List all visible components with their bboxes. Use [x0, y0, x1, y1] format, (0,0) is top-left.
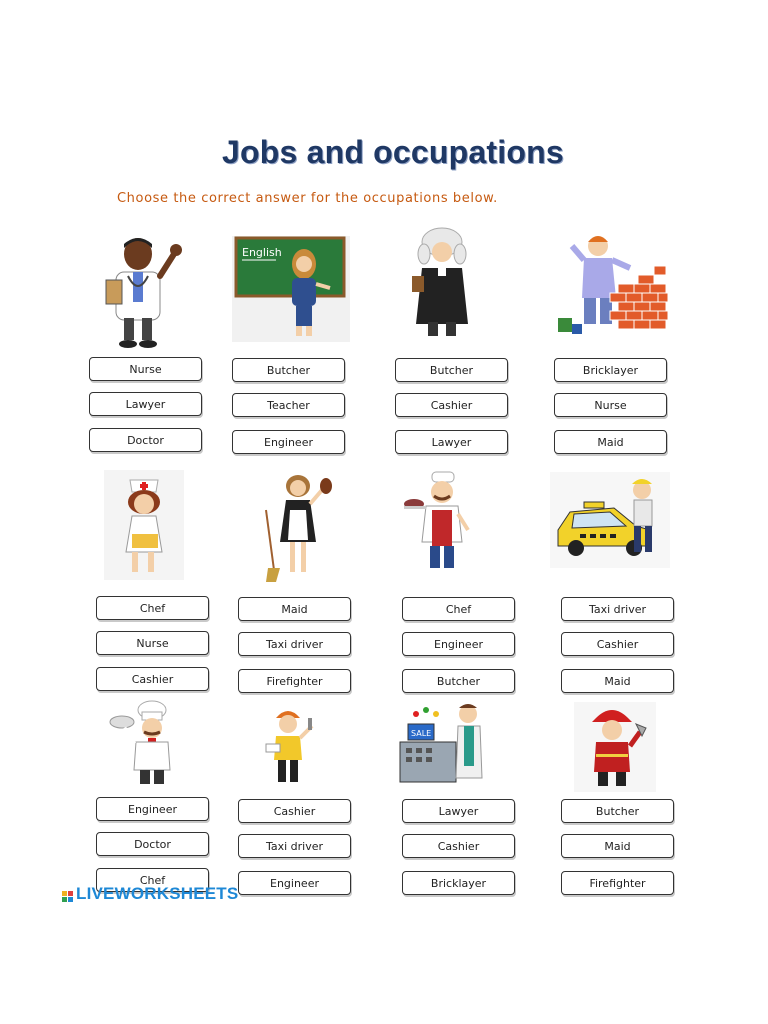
- option-cashier-2[interactable]: Cashier: [402, 834, 515, 858]
- option-butcher-1[interactable]: Chef: [402, 597, 515, 621]
- option-bricklayer-3[interactable]: Maid: [554, 430, 667, 454]
- option-chef-3[interactable]: Chef: [96, 868, 209, 892]
- option-bricklayer-2[interactable]: Nurse: [554, 393, 667, 417]
- chef-picture: [108, 700, 188, 790]
- option-teacher-1[interactable]: Butcher: [232, 358, 345, 382]
- option-butcher-2[interactable]: Engineer: [402, 632, 515, 656]
- firefighter-picture: [574, 702, 656, 792]
- option-teacher-2[interactable]: Teacher: [232, 393, 345, 417]
- teacher-picture: [232, 236, 350, 342]
- doctor-picture: [98, 232, 184, 350]
- option-doctor-2[interactable]: Lawyer: [89, 392, 202, 416]
- option-doctor-1[interactable]: Nurse: [89, 357, 202, 381]
- option-firefighter-2[interactable]: Maid: [561, 834, 674, 858]
- liveworksheets-logo-icon: [62, 888, 74, 900]
- option-engineer-3[interactable]: Engineer: [238, 871, 351, 895]
- cashier-picture: [396, 698, 492, 792]
- option-chef-1[interactable]: Engineer: [96, 797, 209, 821]
- board-text: English: [242, 246, 282, 259]
- option-teacher-3[interactable]: Engineer: [232, 430, 345, 454]
- option-butcher-3[interactable]: Butcher: [402, 669, 515, 693]
- option-nurse-2[interactable]: Nurse: [96, 631, 209, 655]
- liveworksheets-logo: [62, 884, 238, 904]
- option-doctor-3[interactable]: Doctor: [89, 428, 202, 452]
- option-nurse-1[interactable]: Chef: [96, 596, 209, 620]
- option-lawyer-2[interactable]: Cashier: [395, 393, 508, 417]
- option-lawyer-1[interactable]: Butcher: [395, 358, 508, 382]
- butcher-picture: [402, 470, 480, 574]
- brand-name: LIVEWORKSHEETS: [76, 884, 239, 903]
- option-taxi-driver-2[interactable]: Cashier: [561, 632, 674, 656]
- engineer-picture: [262, 704, 318, 790]
- option-lawyer-3[interactable]: Lawyer: [395, 430, 508, 454]
- option-maid-1[interactable]: Maid: [238, 597, 351, 621]
- maid-picture: [260, 470, 336, 584]
- instruction-text: Choose the correct answer for the occupations below.: [117, 191, 498, 206]
- option-engineer-2[interactable]: Taxi driver: [238, 834, 351, 858]
- lawyer-picture: [404, 224, 480, 344]
- option-engineer-1[interactable]: Cashier: [238, 799, 351, 823]
- option-firefighter-3[interactable]: Firefighter: [561, 871, 674, 895]
- option-bricklayer-1[interactable]: Bricklayer: [554, 358, 667, 382]
- taxi-driver-picture: [550, 472, 670, 568]
- option-chef-2[interactable]: Doctor: [96, 832, 209, 856]
- option-maid-2[interactable]: Taxi driver: [238, 632, 351, 656]
- option-firefighter-1[interactable]: Butcher: [561, 799, 674, 823]
- option-taxi-driver-1[interactable]: Taxi driver: [561, 597, 674, 621]
- bricklayer-picture: [554, 228, 672, 340]
- option-taxi-driver-3[interactable]: Maid: [561, 669, 674, 693]
- worksheet-title: Jobs and occupations: [222, 134, 564, 170]
- option-maid-3[interactable]: Firefighter: [238, 669, 351, 693]
- register-sign-text: SALE: [411, 729, 432, 738]
- option-nurse-3[interactable]: Cashier: [96, 667, 209, 691]
- option-cashier-3[interactable]: Bricklayer: [402, 871, 515, 895]
- option-cashier-1[interactable]: Lawyer: [402, 799, 515, 823]
- nurse-picture: [104, 470, 184, 580]
